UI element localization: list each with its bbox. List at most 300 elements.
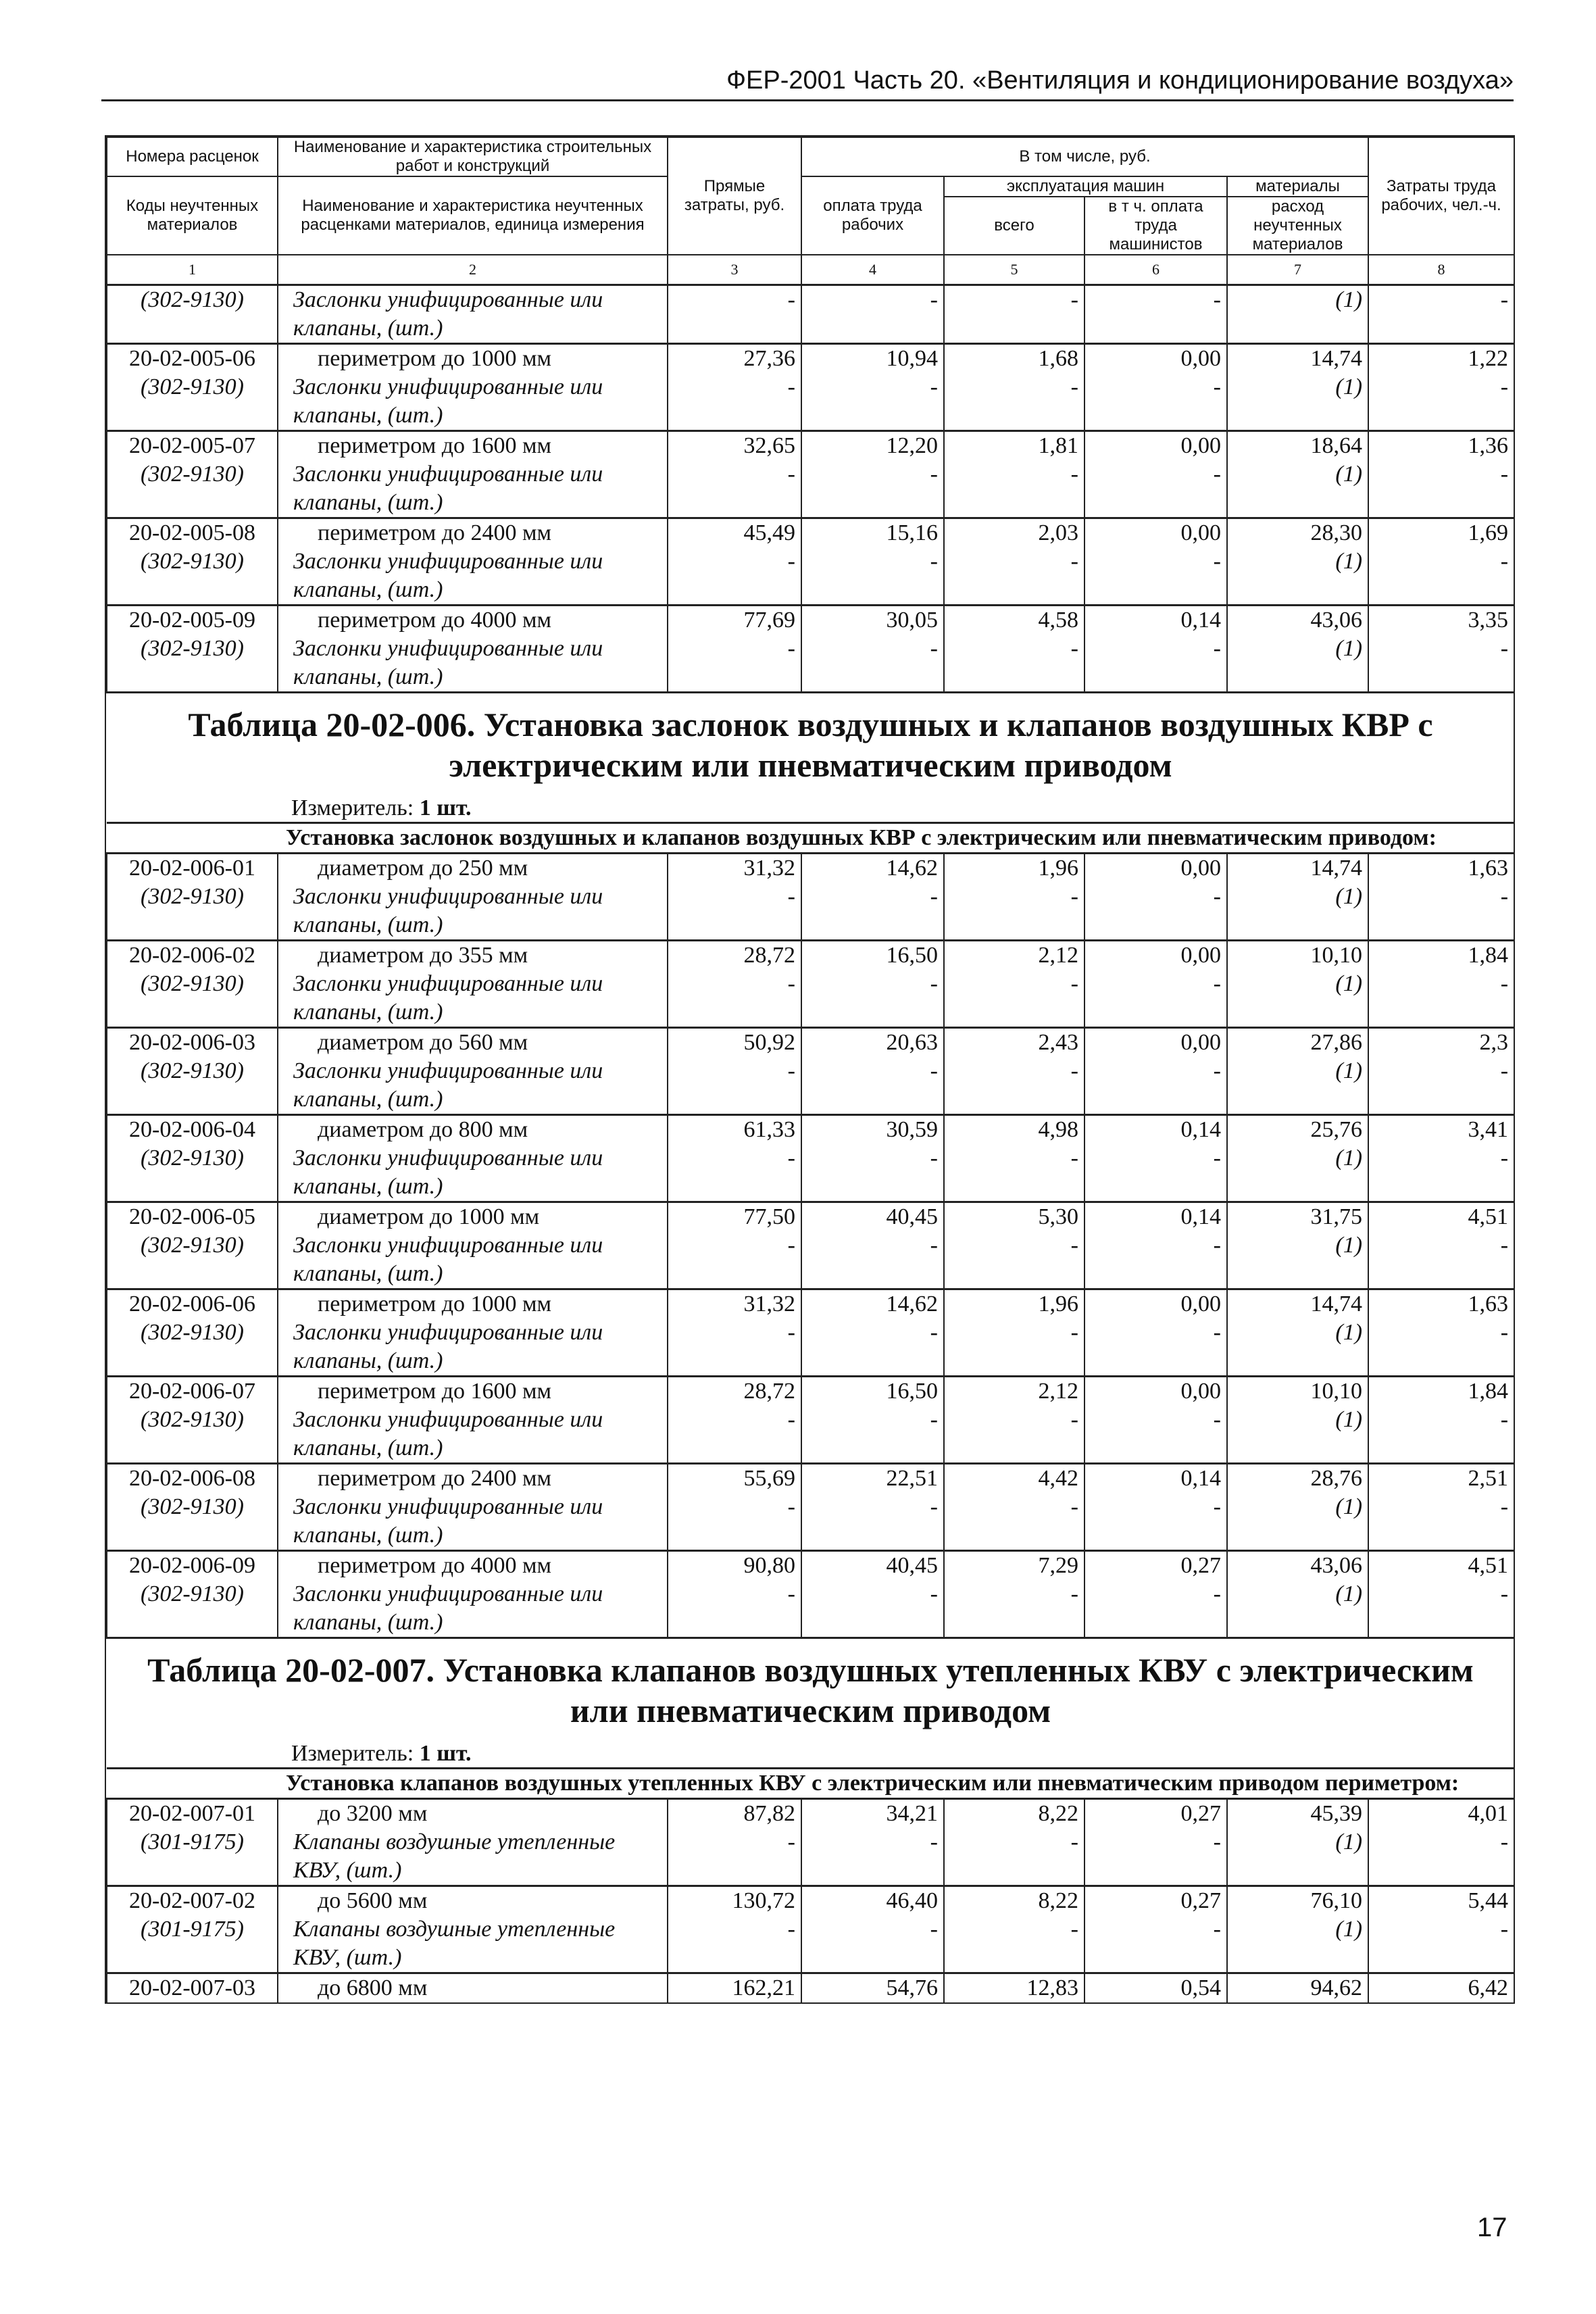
material-value: (1) bbox=[1227, 547, 1368, 606]
value-cell: 1,69 bbox=[1368, 518, 1514, 548]
rate-name-text: периметром до 1600 мм bbox=[318, 433, 552, 458]
col-material-codes: Коды неучтенных материалов bbox=[107, 176, 278, 255]
material-value: - bbox=[668, 1057, 801, 1115]
material-value: - bbox=[1084, 1493, 1227, 1551]
material-value: - bbox=[1368, 285, 1514, 344]
value-cell: 50,92 bbox=[668, 1028, 801, 1058]
value-cell: 77,50 bbox=[668, 1202, 801, 1232]
rate-name-text: периметром до 4000 мм bbox=[318, 1553, 552, 1578]
material-name: Заслонки унифицированные или клапаны, (шт.) bbox=[278, 1319, 668, 1377]
material-code: (302-9130) bbox=[107, 1580, 278, 1638]
material-value: - bbox=[1084, 373, 1227, 431]
value-cell: 0,00 bbox=[1084, 941, 1227, 970]
value-cell: 22,51 bbox=[801, 1464, 944, 1494]
column-number: 3 bbox=[668, 255, 801, 285]
rate-code: 20-02-006-08 bbox=[107, 1464, 278, 1494]
column-number: 8 bbox=[1368, 255, 1514, 285]
material-value: - bbox=[944, 970, 1084, 1028]
table-body bbox=[107, 285, 1514, 2003]
material-name: Заслонки унифицированные или клапаны, (шт.) bbox=[278, 373, 668, 431]
value-cell: 0,14 bbox=[1084, 1464, 1227, 1494]
material-code: (302-9130) bbox=[107, 883, 278, 941]
rate-code: 20-02-006-05 bbox=[107, 1202, 278, 1232]
value-cell: 1,84 bbox=[1368, 1377, 1514, 1406]
material-name: Заслонки унифицированные или клапаны, (шт.) bbox=[278, 635, 668, 693]
group-heading-row bbox=[107, 823, 1514, 854]
value-cell: 14,74 bbox=[1227, 854, 1368, 883]
value-cell: 1,36 bbox=[1368, 431, 1514, 461]
rate-name-text: периметром до 2400 мм bbox=[318, 520, 552, 545]
material-value: - bbox=[1368, 1580, 1514, 1638]
material-value: - bbox=[1084, 460, 1227, 518]
value-cell: 31,32 bbox=[668, 1289, 801, 1319]
material-name: Заслонки унифицированные или клапаны, (шт.) bbox=[278, 1144, 668, 1202]
value-cell: 0,14 bbox=[1084, 1115, 1227, 1145]
value-cell: 87,82 bbox=[668, 1799, 801, 1829]
material-value: - bbox=[801, 883, 944, 941]
material-value: - bbox=[1084, 1828, 1227, 1886]
value-cell: 18,64 bbox=[1227, 431, 1368, 461]
material-value: - bbox=[801, 1057, 944, 1115]
value-cell: 14,74 bbox=[1227, 1289, 1368, 1319]
value-cell: 4,51 bbox=[1368, 1551, 1514, 1581]
value-cell: 43,06 bbox=[1227, 606, 1368, 635]
rate-name bbox=[278, 941, 668, 970]
table-row bbox=[107, 854, 1514, 883]
material-value: - bbox=[944, 1231, 1084, 1289]
value-cell: 1,63 bbox=[1368, 1289, 1514, 1319]
material-name: Заслонки унифицированные или клапаны, (шт.) bbox=[278, 1231, 668, 1289]
rate-code: 20-02-007-01 bbox=[107, 1799, 278, 1829]
material-row bbox=[107, 1231, 1514, 1289]
value-cell: 76,10 bbox=[1227, 1886, 1368, 1916]
material-value: - bbox=[668, 373, 801, 431]
value-cell: 2,3 bbox=[1368, 1028, 1514, 1058]
table-row bbox=[107, 1551, 1514, 1581]
material-value: - bbox=[1368, 1493, 1514, 1551]
material-value: - bbox=[944, 1828, 1084, 1886]
value-cell: 32,65 bbox=[668, 431, 801, 461]
rate-code: 20-02-005-08 bbox=[107, 518, 278, 548]
material-value: (1) bbox=[1227, 1319, 1368, 1377]
value-cell: 0,00 bbox=[1084, 1289, 1227, 1319]
material-name: Клапаны воздушные утепленные КВУ, (шт.) bbox=[278, 1828, 668, 1886]
value-cell: 0,00 bbox=[1084, 854, 1227, 883]
value-cell: 1,96 bbox=[944, 854, 1084, 883]
meter-value: 1 шт. bbox=[419, 1741, 472, 1766]
material-value: - bbox=[668, 1493, 801, 1551]
material-row bbox=[107, 1493, 1514, 1551]
table-row bbox=[107, 518, 1514, 548]
material-code: (302-9130) bbox=[107, 1319, 278, 1377]
column-number: 1 bbox=[107, 255, 278, 285]
rate-name bbox=[278, 606, 668, 635]
material-row bbox=[107, 1144, 1514, 1202]
table-row bbox=[107, 1464, 1514, 1494]
material-code: (302-9130) bbox=[107, 460, 278, 518]
value-cell: 4,42 bbox=[944, 1464, 1084, 1494]
value-cell: 25,76 bbox=[1227, 1115, 1368, 1145]
value-cell: 55,69 bbox=[668, 1464, 801, 1494]
column-number: 6 bbox=[1084, 255, 1227, 285]
material-code: (302-9130) bbox=[107, 635, 278, 693]
material-code: (302-9130) bbox=[107, 547, 278, 606]
material-value: - bbox=[801, 1231, 944, 1289]
rate-name-text: до 5600 мм bbox=[318, 1888, 428, 1913]
meter-value: 1 шт. bbox=[419, 795, 472, 820]
rate-code: 20-02-006-02 bbox=[107, 941, 278, 970]
material-value: - bbox=[668, 1828, 801, 1886]
material-value: - bbox=[1084, 883, 1227, 941]
material-value: - bbox=[944, 373, 1084, 431]
value-cell: 45,39 bbox=[1227, 1799, 1368, 1829]
meter bbox=[112, 795, 1509, 822]
material-value: (1) bbox=[1227, 635, 1368, 693]
material-value: (1) bbox=[1227, 1231, 1368, 1289]
value-cell: 28,76 bbox=[1227, 1464, 1368, 1494]
column-number: 4 bbox=[801, 255, 944, 285]
rate-name-text: до 3200 мм bbox=[318, 1801, 428, 1826]
page-header: ФЕР-2001 Часть 20. «Вентиляция и кондиционирование воздуха» bbox=[101, 66, 1514, 101]
value-cell: 40,45 bbox=[801, 1202, 944, 1232]
material-value: - bbox=[668, 1231, 801, 1289]
value-cell: 40,45 bbox=[801, 1551, 944, 1581]
material-value: - bbox=[668, 970, 801, 1028]
material-value: - bbox=[1368, 970, 1514, 1028]
value-cell: 27,36 bbox=[668, 344, 801, 374]
material-value: - bbox=[1084, 1580, 1227, 1638]
value-cell: 2,12 bbox=[944, 941, 1084, 970]
material-value: - bbox=[944, 635, 1084, 693]
value-cell: 43,06 bbox=[1227, 1551, 1368, 1581]
material-value: - bbox=[1084, 547, 1227, 606]
material-value: - bbox=[944, 285, 1084, 344]
value-cell: 1,22 bbox=[1368, 344, 1514, 374]
value-cell: 14,62 bbox=[801, 1289, 944, 1319]
meter bbox=[112, 1740, 1509, 1767]
value-cell: 46,40 bbox=[801, 1886, 944, 1916]
material-value: - bbox=[1368, 883, 1514, 941]
material-value: - bbox=[668, 460, 801, 518]
value-cell: 2,12 bbox=[944, 1377, 1084, 1406]
material-value: - bbox=[944, 1057, 1084, 1115]
rate-name-text: периметром до 1600 мм bbox=[318, 1379, 552, 1404]
material-name: Заслонки унифицированные или клапаны, (шт.) bbox=[278, 1406, 668, 1464]
material-value: (1) bbox=[1227, 1828, 1368, 1886]
rate-name-text: до 6800 мм bbox=[318, 1975, 428, 2000]
material-value: - bbox=[668, 285, 801, 344]
material-value: - bbox=[801, 1828, 944, 1886]
rate-code: 20-02-007-02 bbox=[107, 1886, 278, 1916]
table-row bbox=[107, 941, 1514, 970]
value-cell: 20,63 bbox=[801, 1028, 944, 1058]
material-name: Клапаны воздушные утепленные КВУ, (шт.) bbox=[278, 1915, 668, 1973]
value-cell: 1,84 bbox=[1368, 941, 1514, 970]
rate-code: 20-02-007-03 bbox=[107, 1973, 278, 2003]
rate-name bbox=[278, 1464, 668, 1494]
table-row bbox=[107, 1973, 1514, 2003]
material-value: - bbox=[944, 1144, 1084, 1202]
value-cell: 27,86 bbox=[1227, 1028, 1368, 1058]
material-value: - bbox=[944, 1580, 1084, 1638]
value-cell: 28,72 bbox=[668, 1377, 801, 1406]
material-value: - bbox=[668, 547, 801, 606]
value-cell: 0,00 bbox=[1084, 1377, 1227, 1406]
value-cell: 10,10 bbox=[1227, 941, 1368, 970]
material-value: - bbox=[801, 460, 944, 518]
material-value: (1) bbox=[1227, 1144, 1368, 1202]
col-work-name: Наименование и характеристика строительных работ и конструкций bbox=[278, 137, 668, 176]
col-material-usage: расход неучтенных материалов bbox=[1227, 197, 1368, 255]
material-value: - bbox=[944, 460, 1084, 518]
table-title-cell bbox=[107, 1638, 1514, 1769]
material-value: - bbox=[668, 635, 801, 693]
table-row bbox=[107, 1377, 1514, 1406]
material-row bbox=[107, 1828, 1514, 1886]
material-code: (301-9175) bbox=[107, 1828, 278, 1886]
value-cell: 1,63 bbox=[1368, 854, 1514, 883]
column-number: 2 bbox=[278, 255, 668, 285]
value-cell: 15,16 bbox=[801, 518, 944, 548]
group-heading: Установка заслонок воздушных и клапанов воздушных КВР с электрическим или пневматическим приводом: bbox=[107, 823, 1514, 854]
value-cell: 54,76 bbox=[801, 1973, 944, 2003]
material-row bbox=[107, 1915, 1514, 1973]
table-row bbox=[107, 1202, 1514, 1232]
value-cell: 14,62 bbox=[801, 854, 944, 883]
material-value: - bbox=[1368, 460, 1514, 518]
material-value: (1) bbox=[1227, 1057, 1368, 1115]
value-cell: 10,10 bbox=[1227, 1377, 1368, 1406]
rates-table bbox=[105, 135, 1515, 2004]
value-cell: 0,27 bbox=[1084, 1799, 1227, 1829]
material-code: (302-9130) bbox=[107, 1406, 278, 1464]
material-value: - bbox=[801, 1580, 944, 1638]
value-cell: 77,69 bbox=[668, 606, 801, 635]
rate-name bbox=[278, 854, 668, 883]
value-cell: 14,74 bbox=[1227, 344, 1368, 374]
group-heading: Установка клапанов воздушных утепленных КВУ с электрическим или пневматическим приводом периметром: bbox=[107, 1769, 1514, 1799]
material-value: - bbox=[1368, 1828, 1514, 1886]
col-direct-costs: Прямые затраты, руб. bbox=[668, 137, 801, 255]
group-heading-row bbox=[107, 1769, 1514, 1799]
material-value: - bbox=[1084, 970, 1227, 1028]
material-value: (1) bbox=[1227, 460, 1368, 518]
value-cell: 0,27 bbox=[1084, 1551, 1227, 1581]
rate-name-text: периметром до 2400 мм bbox=[318, 1466, 552, 1491]
table-title-row bbox=[107, 693, 1514, 823]
material-row bbox=[107, 1406, 1514, 1464]
table-row bbox=[107, 431, 1514, 461]
rate-name bbox=[278, 344, 668, 374]
table-title-cell bbox=[107, 693, 1514, 823]
col-operator-pay: в т ч. оплата труда машинистов bbox=[1084, 197, 1227, 255]
material-code: (302-9130) bbox=[107, 1057, 278, 1115]
material-value: - bbox=[1368, 373, 1514, 431]
value-cell: 0,00 bbox=[1084, 431, 1227, 461]
value-cell: 2,43 bbox=[944, 1028, 1084, 1058]
value-cell: 5,30 bbox=[944, 1202, 1084, 1232]
col-material-name: Наименование и характеристика неучтенных расценками материалов, единица измерения bbox=[278, 176, 668, 255]
table-title: Таблица 20-02-006. Установка заслонок воздушных и клапанов воздушных КВР с электрическим или пневматическим приводом bbox=[188, 706, 1433, 784]
material-value: - bbox=[1368, 1057, 1514, 1115]
value-cell: 8,22 bbox=[944, 1799, 1084, 1829]
rate-code: 20-02-006-09 bbox=[107, 1551, 278, 1581]
table-row bbox=[107, 1115, 1514, 1145]
value-cell: 162,21 bbox=[668, 1973, 801, 2003]
value-cell: 2,03 bbox=[944, 518, 1084, 548]
rates-grid bbox=[106, 137, 1515, 2002]
col-labor-hours: Затраты труда рабочих, чел.-ч. bbox=[1368, 137, 1514, 255]
value-cell: 28,72 bbox=[668, 941, 801, 970]
table-row bbox=[107, 1886, 1514, 1916]
material-value: - bbox=[1084, 1057, 1227, 1115]
material-value: - bbox=[801, 1915, 944, 1973]
material-row bbox=[107, 547, 1514, 606]
rate-name bbox=[278, 431, 668, 461]
rate-name-text: периметром до 4000 мм bbox=[318, 608, 552, 633]
table-row bbox=[107, 1028, 1514, 1058]
value-cell: 4,01 bbox=[1368, 1799, 1514, 1829]
material-row bbox=[107, 460, 1514, 518]
material-code: (302-9130) bbox=[107, 285, 278, 344]
material-row bbox=[107, 1580, 1514, 1638]
value-cell: 31,75 bbox=[1227, 1202, 1368, 1232]
material-value: - bbox=[668, 1580, 801, 1638]
material-value: - bbox=[801, 1144, 944, 1202]
value-cell: 45,49 bbox=[668, 518, 801, 548]
material-name: Заслонки унифицированные или клапаны, (шт.) bbox=[278, 970, 668, 1028]
rate-code: 20-02-006-07 bbox=[107, 1377, 278, 1406]
material-value: - bbox=[944, 547, 1084, 606]
col-including: В том числе, руб. bbox=[801, 137, 1368, 176]
material-value: (1) bbox=[1227, 1493, 1368, 1551]
material-value: - bbox=[944, 883, 1084, 941]
rate-name bbox=[278, 1973, 668, 2003]
col-rate-number: Номера расценок bbox=[107, 137, 278, 176]
value-cell: 12,20 bbox=[801, 431, 944, 461]
material-value: - bbox=[1084, 1319, 1227, 1377]
rate-code: 20-02-006-01 bbox=[107, 854, 278, 883]
material-value: - bbox=[944, 1319, 1084, 1377]
value-cell: 5,44 bbox=[1368, 1886, 1514, 1916]
value-cell: 3,35 bbox=[1368, 606, 1514, 635]
col-worker-pay: оплата труда рабочих bbox=[801, 176, 944, 255]
col-materials: материалы bbox=[1227, 176, 1368, 197]
rate-name bbox=[278, 1202, 668, 1232]
material-value: - bbox=[668, 1144, 801, 1202]
value-cell: 10,94 bbox=[801, 344, 944, 374]
col-machines-total: всего bbox=[944, 197, 1084, 255]
material-value: (1) bbox=[1227, 1580, 1368, 1638]
value-cell: 0,14 bbox=[1084, 606, 1227, 635]
rate-code: 20-02-006-03 bbox=[107, 1028, 278, 1058]
material-value: - bbox=[1368, 1231, 1514, 1289]
material-value: - bbox=[1084, 1915, 1227, 1973]
value-cell: 12,83 bbox=[944, 1973, 1084, 2003]
meter-label: Измеритель: bbox=[291, 1741, 414, 1766]
value-cell: 3,41 bbox=[1368, 1115, 1514, 1145]
value-cell: 2,51 bbox=[1368, 1464, 1514, 1494]
material-code: (302-9130) bbox=[107, 970, 278, 1028]
table-row bbox=[107, 606, 1514, 635]
rate-code: 20-02-005-07 bbox=[107, 431, 278, 461]
material-value: - bbox=[1084, 285, 1227, 344]
table-row bbox=[107, 1799, 1514, 1829]
material-value: - bbox=[801, 1319, 944, 1377]
rate-name-text: диаметром до 1000 мм bbox=[318, 1204, 540, 1229]
rate-name-text: диаметром до 560 мм bbox=[318, 1030, 528, 1055]
material-value: (1) bbox=[1227, 970, 1368, 1028]
meter-label: Измеритель: bbox=[291, 795, 414, 820]
material-row bbox=[107, 1057, 1514, 1115]
value-cell: 31,32 bbox=[668, 854, 801, 883]
material-value: - bbox=[1084, 1144, 1227, 1202]
value-cell: 1,81 bbox=[944, 431, 1084, 461]
material-value: - bbox=[801, 285, 944, 344]
rate-name-text: периметром до 1000 мм bbox=[318, 1291, 552, 1316]
rate-name-text: диаметром до 250 мм bbox=[318, 856, 528, 881]
rate-name bbox=[278, 1551, 668, 1581]
value-cell: 4,51 bbox=[1368, 1202, 1514, 1232]
table-title-row bbox=[107, 1638, 1514, 1769]
material-value: - bbox=[801, 970, 944, 1028]
value-cell: 4,98 bbox=[944, 1115, 1084, 1145]
column-number: 5 bbox=[944, 255, 1084, 285]
rate-name bbox=[278, 1289, 668, 1319]
material-value: - bbox=[801, 1406, 944, 1464]
value-cell: 4,58 bbox=[944, 606, 1084, 635]
table-row bbox=[107, 1289, 1514, 1319]
material-value: - bbox=[1084, 1406, 1227, 1464]
table-row bbox=[107, 344, 1514, 374]
material-value: - bbox=[1084, 635, 1227, 693]
material-code: (302-9130) bbox=[107, 1493, 278, 1551]
rate-name-text: диаметром до 355 мм bbox=[318, 943, 528, 968]
value-cell: 30,05 bbox=[801, 606, 944, 635]
rate-code: 20-02-005-06 bbox=[107, 344, 278, 374]
material-value: - bbox=[801, 1493, 944, 1551]
value-cell: 0,27 bbox=[1084, 1886, 1227, 1916]
material-code: (301-9175) bbox=[107, 1915, 278, 1973]
material-value: - bbox=[1368, 1406, 1514, 1464]
column-number: 7 bbox=[1227, 255, 1368, 285]
material-value: (1) bbox=[1227, 1406, 1368, 1464]
col-machines: эксплуатация машин bbox=[944, 176, 1227, 197]
value-cell: 16,50 bbox=[801, 941, 944, 970]
material-value: - bbox=[944, 1915, 1084, 1973]
material-value: - bbox=[1368, 1144, 1514, 1202]
rate-code: 20-02-006-04 bbox=[107, 1115, 278, 1145]
value-cell: 90,80 bbox=[668, 1551, 801, 1581]
material-value: - bbox=[801, 635, 944, 693]
material-row bbox=[107, 883, 1514, 941]
value-cell: 0,00 bbox=[1084, 344, 1227, 374]
value-cell: 6,42 bbox=[1368, 1973, 1514, 2003]
material-value: - bbox=[944, 1406, 1084, 1464]
value-cell: 0,54 bbox=[1084, 1973, 1227, 2003]
material-name: Заслонки унифицированные или клапаны, (шт.) bbox=[278, 1057, 668, 1115]
material-row bbox=[107, 635, 1514, 693]
material-value: - bbox=[801, 547, 944, 606]
value-cell: 0,14 bbox=[1084, 1202, 1227, 1232]
material-value: - bbox=[668, 1406, 801, 1464]
value-cell: 28,30 bbox=[1227, 518, 1368, 548]
rate-name bbox=[278, 1377, 668, 1406]
material-row bbox=[107, 1319, 1514, 1377]
value-cell: 1,68 bbox=[944, 344, 1084, 374]
material-row bbox=[107, 373, 1514, 431]
material-value: - bbox=[944, 1493, 1084, 1551]
